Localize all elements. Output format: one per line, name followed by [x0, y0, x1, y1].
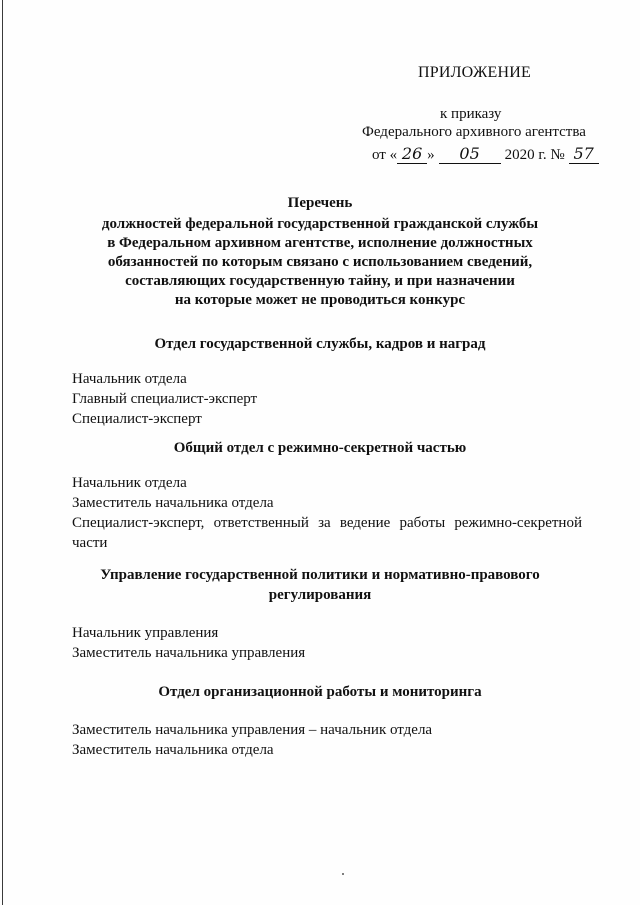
section-title-line: Отдел организационной работы и мониторинга — [158, 684, 482, 700]
description-line: должностей федеральной государственной гражданской службы — [101, 216, 539, 232]
position-item: Начальник управления — [72, 625, 219, 641]
description-line: в Федеральном архивном агентстве, исполнение должностных — [107, 235, 533, 251]
description-line: составляющих государственную тайну, и при назначении — [125, 273, 515, 289]
position-item: Заместитель начальника отдела — [72, 495, 274, 511]
description-line: обязанностей по которым связано с использованием сведений, — [107, 254, 533, 270]
section-title — [60, 682, 580, 702]
position-item: Начальник отдела — [72, 371, 187, 387]
page-edge-line — [2, 0, 3, 905]
handwritten-order-number: 57 — [569, 146, 599, 164]
section-title-line: Отдел государственной службы, кадров и наград — [154, 336, 486, 352]
position-item: Главный специалист-эксперт — [72, 391, 258, 407]
order-date-line — [372, 146, 599, 164]
date-quote-close: » — [427, 147, 435, 163]
position-item: Начальник отдела — [72, 475, 187, 491]
appendix-agency: Федерального архивного агентства — [362, 124, 586, 140]
position-list — [72, 369, 582, 429]
date-prefix: от « — [372, 147, 398, 163]
section-title-line: регулирования — [268, 587, 372, 603]
document-title: Перечень — [287, 195, 353, 211]
section-title-line: Общий отдел с режимно-секретной частью — [173, 440, 467, 456]
handwritten-day: 26 — [397, 146, 427, 164]
handwritten-month: 05 — [439, 146, 501, 164]
section-title — [60, 334, 580, 354]
position-item: Специалист-эксперт — [72, 411, 202, 427]
section-title — [60, 438, 580, 458]
position-item: Заместитель начальника отдела — [72, 742, 274, 758]
position-item: Заместитель начальника управления — [72, 645, 306, 661]
section-title-line: Управление государственной политики и нормативно-правового — [100, 567, 540, 583]
position-item: Специалист-эксперт, ответственный за ведение работы режимно-секретной части — [72, 515, 582, 551]
position-list — [72, 473, 582, 553]
position-list — [72, 720, 582, 760]
year-and-number-label: 2020 г. № — [504, 147, 565, 163]
page-speck — [342, 873, 344, 875]
document-description — [60, 215, 580, 310]
appendix-to-order: к приказу — [440, 106, 502, 122]
appendix-title: ПРИЛОЖЕНИЕ — [418, 64, 532, 81]
section-title — [60, 565, 580, 605]
position-item: Заместитель начальника управления – начальник отдела — [72, 722, 433, 738]
description-line: на которые может не проводиться конкурс — [174, 292, 466, 308]
position-list — [72, 623, 582, 663]
